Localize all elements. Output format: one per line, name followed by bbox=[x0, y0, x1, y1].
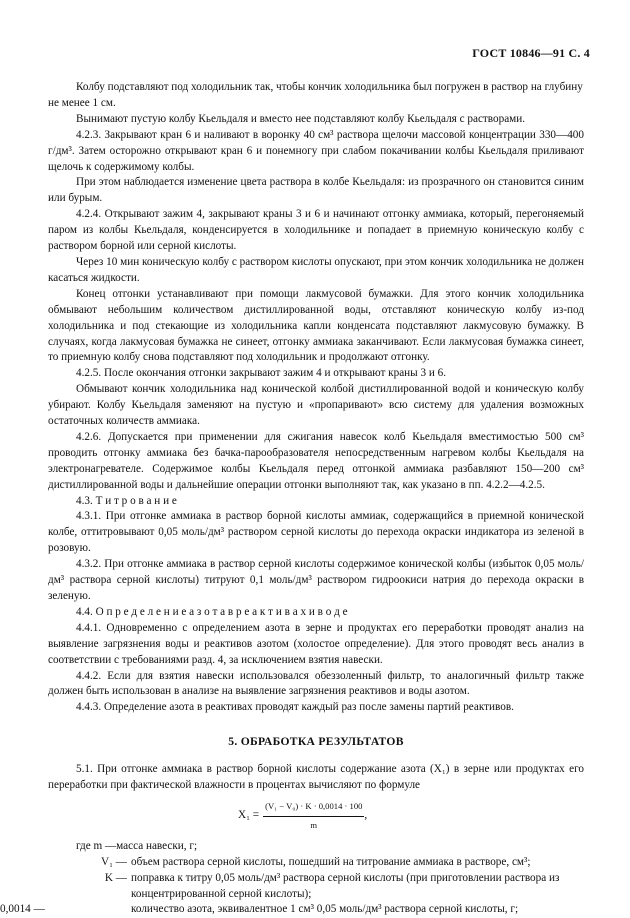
paragraph: 4.4.3. Определение азота в реактивах проводят каждый раз после замены партий реактивов. bbox=[76, 701, 514, 714]
definition-item bbox=[48, 855, 584, 871]
formula-denominator: m bbox=[310, 819, 318, 830]
definition-symbol: 0,0014 — bbox=[0, 903, 45, 916]
paragraph: 4.2.4. Открывают зажим 4, закрывают краны 3 и 6 и начинают отгонку аммиака, который, перегоняемый паром из колбы Кьельдаля, конденсируется в холодильнике и попадает в приемную коническую колбу с раствором борной или серной кислоты. bbox=[48, 208, 584, 253]
paragraph: 4.2.6. Допускается при применении для сжигания навесок колб Кьельдаля вместимостью 500 см³ проводить отгонку аммиака без бачка-парообразователя непосредственным нагревом колбы Кьельдаля на электронагревателе. Содержимое колбы Кьельдаля перед отгонкой аммиака разбавляют 150—200 см³ дистиллированной воды и дальнейшие операции отгонки выполняют так, как указано в пп. 4.2.2—4.2.5. bbox=[48, 430, 584, 491]
subsection-heading: 4.4. О п р е д е л е н и е а з о т а в р е а к т и в а х и в о д е bbox=[76, 605, 348, 618]
page-header: ГОСТ 10846—91 С. 4 bbox=[472, 46, 590, 60]
section-title: 5. ОБРАБОТКА РЕЗУЛЬТАТОВ bbox=[228, 735, 404, 749]
definition-text: масса навески, г; bbox=[116, 839, 198, 852]
definitions-list bbox=[0, 839, 584, 918]
formula-numerator: (V₁ − V₀) · K · 0,0014 · 100 bbox=[263, 799, 364, 817]
definition-item bbox=[48, 839, 584, 855]
document-body bbox=[0, 80, 584, 918]
paragraph: 4.2.5. После окончания отгонки закрывают зажим 4 и открывают краны 3 и 6. bbox=[76, 367, 447, 380]
paragraph: Вынимают пустую колбу Кьельдаля и вместо нее подставляют колбу Кьельдаля с растворами. bbox=[76, 112, 526, 125]
paragraph: Колбу подставляют под холодильник так, чтобы кончик холодильника был погружен в раствор на глубину не менее 1 см. bbox=[48, 81, 583, 109]
definition-symbol: V₁ — bbox=[101, 855, 127, 868]
paragraph-5-1: 5.1. При отгонке аммиака в раствор борной кислоты содержание азота (X₁) в зерне или продуктах его переработки при фактической влажности в процентах вычисляют по формуле bbox=[48, 763, 584, 792]
definition-symbol: K — bbox=[104, 871, 127, 884]
paragraph: 4.3.2. При отгонке аммиака в раствор серной кислоты содержимое конической колбы (избыток 0,05 моль/дм³ раствора серной кислоты) титруют 0,1 моль/дм³ раствором гидроокиси натрия до перехода окраски в зеленую. bbox=[48, 558, 584, 602]
paragraph: 4.2.3. Закрывают кран 6 и наливают в воронку 40 см³ раствора щелочи массовой концентрации 330—400 г/дм³. Затем осторожно открывают кран 6 и понемногу при слабом покачивании колбы Кьельдаля приливают щелочь к содержимому колбы. bbox=[48, 128, 584, 173]
paragraph: При этом наблюдается изменение цвета раствора в колбе Кьельдаля: из прозрачного он становится синим или бурым. bbox=[48, 176, 584, 205]
paragraph: Конец отгонки устанавливают при помощи лакмусовой бумажки. Для этого кончик холодильника обмывают небольшим количеством дистиллированной воды, отставляют коническую колбу из-под холодильника и под стекающие из холодильника капли конденсата подставляют лакмусовую бумажку. В случаях, когда лакмусовая бумажка не синеет, отгонку аммиака заканчивают. Если лакмусовая бумажка синеет, то приемную колбу снова подставляют под холодильник и продолжают отгонку. bbox=[48, 287, 584, 364]
paragraph: 4.4.1. Одновременно с определением азота в зерне и продуктах его переработки проводят анализ на выявление загрязнения воды и реактивов азотом (холостое определение). Для этого проводят весь анализ в соответствии с требованиями разд. 4, за исключением взятия навески. bbox=[48, 621, 584, 666]
formula-fraction bbox=[263, 799, 364, 834]
paragraph: Через 10 мин коническую колбу с раствором кислоты опускают, при этом кончик холодильника не должен касаться жидкости. bbox=[48, 255, 584, 284]
formula-lhs: X₁ = bbox=[238, 809, 260, 822]
formula-suffix: , bbox=[364, 809, 368, 822]
paragraph: 4.3.1. При отгонке аммиака в раствор борной кислоты аммиак, содержащийся в приемной конической колбе, оттитровывают 0,05 моль/дм³ раствором серной кислоты до перехода окраски индикатора из зеленой в розовую. bbox=[48, 510, 584, 555]
definition-text: количество азота, эквивалентное 1 см³ 0,05 моль/дм³ раствора серной кислоты, г; bbox=[131, 903, 519, 916]
definition-item bbox=[0, 902, 584, 918]
paragraph: 4.4.2. Если для взятия навески использовался обеззоленный фильтр, то аналогичный фильтр также должен быть использован в анализе на выявление загрязнения реактивов и воды азотом. bbox=[48, 669, 584, 698]
definition-item bbox=[48, 871, 584, 903]
definition-text: поправка к титру 0,05 моль/дм³ раствора серной кислоты (при приготовлении раствора из концентрированной серной кислоты); bbox=[131, 871, 560, 900]
formula bbox=[238, 799, 584, 834]
subsection-heading: 4.3. Т и т р о в а н и е bbox=[76, 494, 177, 507]
definition-text: объем раствора серной кислоты, пошедший на титрование аммиака в растворе, см³; bbox=[131, 855, 531, 868]
definition-symbol: где m — bbox=[76, 839, 117, 852]
paragraph: Обмывают кончик холодильника над конической колбой дистиллированной водой и коническую колбу убирают. Колбу Кьельдаля заменяют на пустую и «пропаривают» всю систему для удаления возможных остаточных количеств аммиака. bbox=[48, 383, 584, 428]
